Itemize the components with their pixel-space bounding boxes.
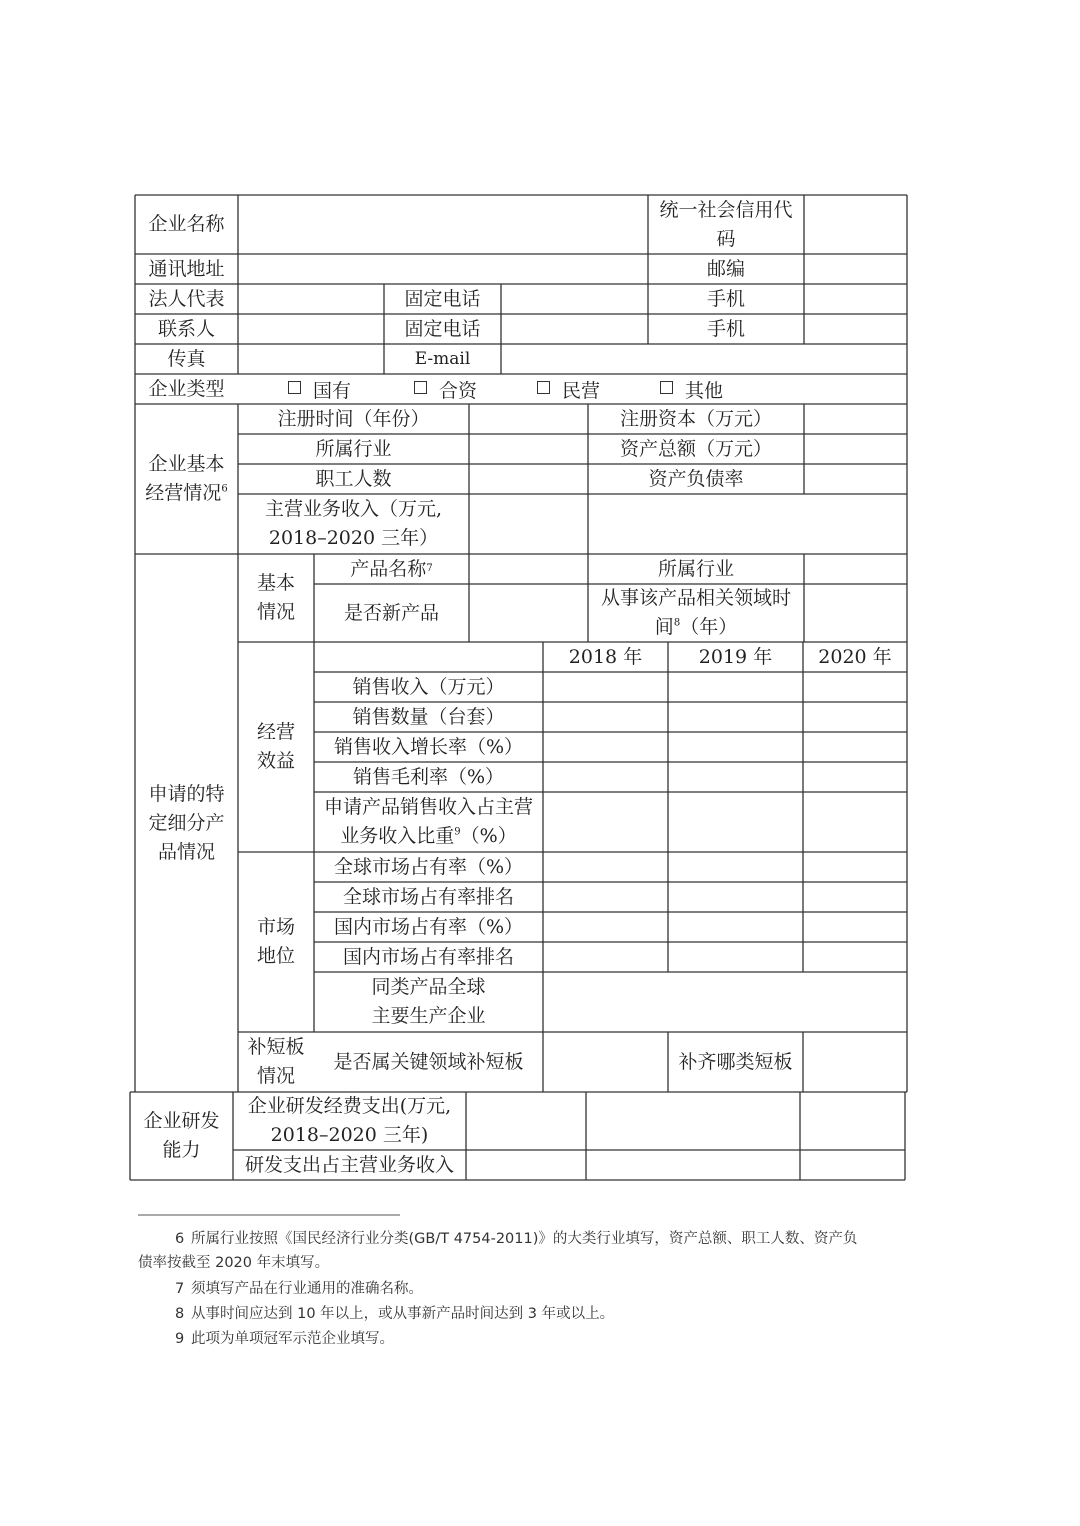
input-fixed-phone-2[interactable] [501, 314, 648, 344]
label-contact: 联系人 [157, 317, 215, 340]
years-unit: （年） [680, 616, 738, 638]
label-product-section: 申请的特 定细分产 品情况 [148, 782, 225, 863]
footnote-text: 从事时间应达到 10 年以上，或从事新产品时间达到 3 年或以上。 [191, 1306, 615, 1322]
year-header-2019: 2019 年 [698, 645, 773, 668]
revenue-share-line1: 申请产品销售收入占主营 [323, 796, 533, 818]
revenue-share-line2 [340, 822, 516, 851]
label-rd-ratio: 研发支出占主营业务收入 [244, 1153, 454, 1176]
input-mobile-1[interactable] [804, 284, 907, 314]
checkbox-icon[interactable] [414, 381, 427, 394]
footnote-ref-6: 6 [221, 483, 228, 495]
label-basic-info: 基本 情况 [256, 572, 295, 623]
revenue-share-text: 业务收入比重 [340, 825, 455, 847]
label-email: E-mail [414, 348, 471, 369]
label-domestic-share: 国内市场占有率（%） [333, 915, 524, 938]
years-in-field-text: 间 [654, 616, 674, 638]
input-address[interactable] [238, 254, 648, 284]
label-fixed-phone-2: 固定电话 [404, 317, 481, 340]
footnote-9 [175, 1328, 394, 1350]
label-global-share: 全球市场占有率（%） [333, 855, 524, 878]
option-label: 合资 [439, 379, 478, 402]
label-key-field: 是否属关键领域补短板 [333, 1050, 524, 1073]
checkbox-icon[interactable] [537, 381, 550, 394]
input-legal-rep[interactable] [238, 284, 384, 314]
option-private[interactable] [537, 375, 600, 403]
input-mobile-2[interactable] [804, 314, 907, 344]
label-postcode: 邮编 [706, 257, 745, 280]
label-employees: 职工人数 [315, 467, 392, 490]
product-name-text: 产品名称 [350, 557, 427, 580]
label-legal-rep: 法人代表 [148, 287, 225, 310]
label-revenue-growth: 销售收入增长率（%） [333, 735, 524, 758]
label-ops-benefit: 经营 效益 [256, 721, 295, 772]
footnote-number: 7 [175, 1281, 185, 1297]
input-company-name[interactable] [238, 195, 648, 254]
footnote-6-cont: 债率按截至 2020 年末填写。 [138, 1255, 330, 1271]
basic-ops-line2-text: 经营情况 [145, 482, 222, 504]
option-state-owned[interactable] [288, 375, 351, 403]
label-rd-capability: 企业研发 能力 [143, 1110, 220, 1161]
footnote-7 [175, 1278, 423, 1300]
label-reg-capital: 注册资本（万元） [619, 407, 772, 430]
basic-ops-line2 [145, 479, 227, 508]
label-domestic-rank: 国内市场占有率排名 [342, 945, 514, 968]
footnote-ref-8: 8 [673, 617, 681, 629]
label-shortboard: 补短板 情况 [247, 1036, 305, 1087]
option-label: 其他 [685, 379, 724, 402]
input-postcode[interactable] [804, 254, 907, 284]
revenue-share-unit: （%） [460, 825, 517, 847]
year-header-2018: 2018 年 [568, 645, 643, 668]
label-is-new-product: 是否新产品 [343, 601, 439, 624]
footnote-6 [175, 1228, 857, 1250]
input-email[interactable] [501, 344, 907, 374]
footnote-number: 9 [175, 1331, 185, 1347]
checkbox-icon[interactable] [288, 381, 301, 394]
label-gross-margin: 销售毛利率（%） [352, 765, 505, 788]
label-industry: 所属行业 [315, 437, 392, 460]
input-fax[interactable] [238, 344, 384, 374]
label-reg-time: 注册时间（年份） [277, 407, 430, 430]
footnote-number: 8 [175, 1306, 185, 1322]
years-in-field-line1: 从事该产品相关领域时 [600, 587, 791, 609]
footnote-ref-9: 9 [454, 826, 461, 838]
footnote-8 [175, 1303, 614, 1325]
footnote-text: 须填写产品在行业通用的准确名称。 [191, 1281, 423, 1297]
footnote-text: 此项为单项冠军示范企业填写。 [191, 1331, 394, 1347]
label-main-revenue: 主营业务收入（万元, 2018–2020 三年） [264, 498, 443, 549]
label-market-position: 市场 地位 [256, 916, 295, 967]
option-label: 国有 [313, 379, 352, 402]
label-rd-expense: 企业研发经费支出(万元, 2018–2020 三年) [247, 1095, 452, 1146]
checkbox-icon[interactable] [660, 381, 673, 394]
label-product-name: 产品名称 7 [314, 554, 469, 584]
footnote-text: 所属行业按照《国民经济行业分类(GB/T 4754-2011)》的大类行业填写，资产总额、职工人数、资产负 [191, 1231, 858, 1247]
label-revenue-share [314, 792, 543, 852]
year-header-2020: 2020 年 [818, 645, 892, 668]
years-in-field-line2 [655, 613, 737, 642]
option-other[interactable] [660, 375, 723, 403]
label-company-type: 企业类型 [148, 377, 225, 400]
input-contact[interactable] [238, 314, 384, 344]
input-credit-code[interactable] [804, 195, 907, 254]
label-address: 通讯地址 [148, 257, 225, 280]
label-debt-ratio: 资产负债率 [648, 467, 744, 490]
label-company-name: 企业名称 [148, 213, 225, 235]
label-sales-revenue: 销售收入（万元） [352, 675, 505, 698]
label-total-assets: 资产总额（万元） [619, 437, 772, 460]
label-global-rank: 全球市场占有率排名 [342, 885, 514, 908]
option-label: 民营 [562, 379, 601, 402]
label-which-shortboard: 补齐哪类短板 [678, 1050, 793, 1073]
basic-ops-line1: 企业基本 [148, 453, 225, 475]
label-product-industry: 所属行业 [657, 557, 734, 580]
label-fixed-phone-1: 固定电话 [404, 287, 481, 310]
label-credit-code: 统一社会信用代 码 [659, 198, 793, 250]
footnote-number: 6 [175, 1231, 185, 1247]
label-global-producers: 同类产品全球 主要生产企业 [371, 976, 486, 1027]
input-fixed-phone-1[interactable] [501, 284, 648, 314]
option-joint-venture[interactable] [414, 375, 477, 403]
label-basic-ops [135, 404, 238, 554]
label-fax: 传真 [167, 347, 206, 370]
label-years-in-field [588, 584, 804, 642]
label-sales-volume: 销售数量（台套） [352, 705, 505, 728]
label-mobile-1: 手机 [706, 287, 745, 310]
label-mobile-2: 手机 [706, 317, 745, 340]
